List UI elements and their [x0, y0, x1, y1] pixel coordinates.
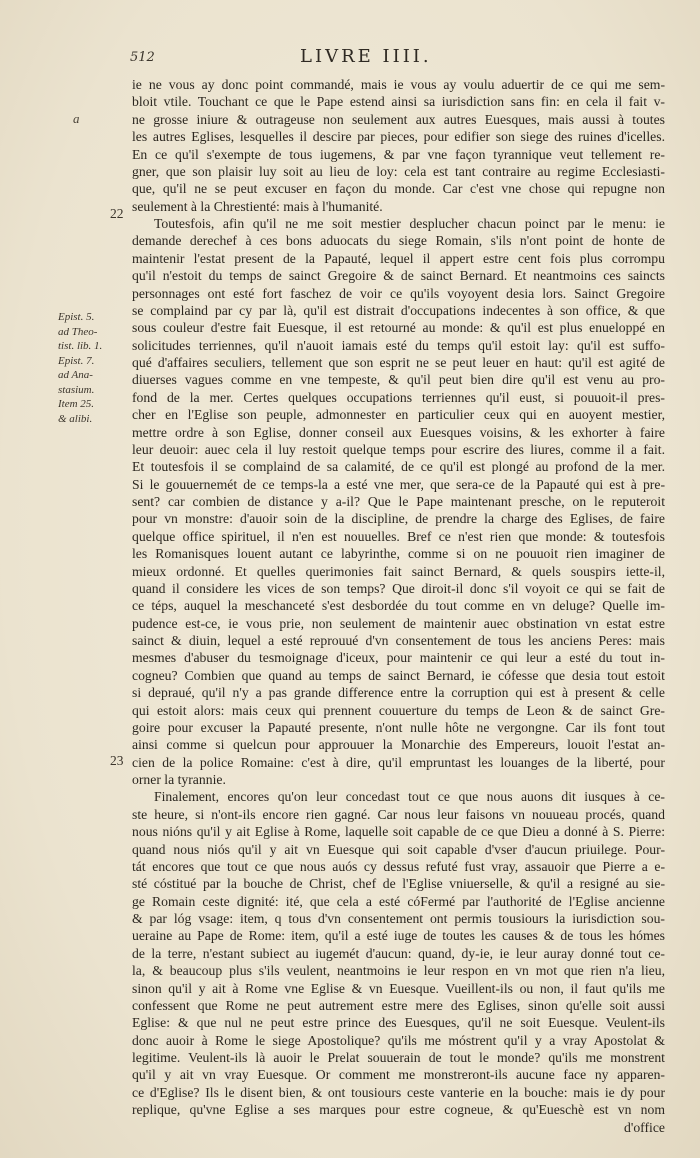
text-line: leur deuoir: auec cela il luy restoit quelque temps pour escrire des liures, comme il a fait. [132, 441, 665, 457]
text-line: seulement à la Chrestienté: mais à l'humanité. [132, 198, 383, 214]
text-line: la, & beaucoup plus s'ils veulent, neantmoins ie leur respon en vn mot que rien n'a lieu, [132, 963, 665, 979]
text-line: sté cóstitué par la bouche de Christ, chef de l'Eglise vniuerselle, & qu'il a resigné au sie- [132, 876, 665, 892]
text-line: ainsi comme si quelcun pour approuuer la Monarchie des Empereurs, louoit l'estat an- [132, 737, 665, 753]
margin-note-line: stasium. [58, 383, 95, 396]
text-line: pour vn monstre: d'auoir soin de la discipline, de prendre la charge des Eglises, de faire [132, 511, 665, 527]
text-line: Finalement, encores qu'on leur concedast tout ce que nous auons dit iusques à ce- [154, 789, 665, 805]
text-line: ce téps, auquel la meschanceté s'est desbordée du tout comme en vn deluge? Quelle im- [132, 598, 665, 614]
text-line: qué d'affaires seculiers, tellement que son esprit ne se peut leuer en haut: qu'il est agité de [132, 355, 665, 370]
text-line: Toutesfois, afin qu'il ne me soit mestier desplucher chacun poinct par le menu: ie [154, 216, 665, 231]
text-line: sous couleur d'estre fait Euesque, il est retourné au monde: & qu'il est plus enueloppé en [132, 320, 665, 336]
margin-note-line: Epist. 7. [58, 354, 95, 367]
text-line: tát encores que tout ce que nous auós cy dessus refuté fust vray, assauoir que Pierre a e- [132, 858, 665, 874]
text-line: gner, que son plaisir luy soit au lieu de loy: cela est tant contraire au regime Ecclesiasti- [132, 163, 665, 179]
margin-note-line: ad Theo- [58, 325, 98, 338]
text-line: quelque office spirituel, il n'en est nouuelles. Bref ce n'est rien que monde: & toutesfois [132, 528, 665, 544]
text-line: & par lóg vsage: item, q tous d'vn consentement ont permis tousiours la iurisdiction sou- [132, 911, 665, 926]
text-line: cien de la police Romaine: c'est à dire, qu'il empruntast les louanges de la liberté, pour [132, 754, 665, 770]
text-line: replique, qu'vne Eglise a ses marques pour estre cogneue, & qu'Eueschè est vn nom [132, 1102, 665, 1118]
text-line: quand il considere les vices de son temps? Que diroit-il donc s'il voyoit ce qui se fait de [132, 580, 665, 596]
body-text [132, 76, 665, 1136]
catchword: d'office [624, 1119, 665, 1135]
margin-note-line: & alibi. [58, 412, 93, 425]
text-line: cogneu? Combien que quand au temps de sainct Bernard, ie cófesse que desia tout estoit [132, 667, 665, 683]
text-line: fond de la mer. Certes quelques occupations terriennes qu'il eust, si pouuoit-il pres- [132, 389, 665, 405]
text-line: ste heure, si n'ont-ils encore rien gagné. Car nous leur faisons vn nouueau procés, quand [132, 806, 665, 822]
text-line: Si le gouuernemét de ce temps-la a esté vne mer, que sera-ce de la Papauté qui est à pre- [132, 476, 665, 492]
text-line: que, qu'il ne se peut excuser en façon du monde. Car c'est vne chose qui repugne non [132, 181, 665, 197]
text-line: confessent que Rome ne peut autrement estre mere des Eglises, sinon qu'elle soit aussi [132, 997, 665, 1013]
text-line: orner la tyrannie. [132, 772, 226, 787]
text-line: En ce qu'il s'exempte de tous iugemens, & par vne façon tyrannique veut tellement re- [132, 146, 665, 162]
margin-note-line: ad Ana- [58, 369, 93, 381]
text-line: mettre ordre à son Eglise, donner conseil aux Euesques voisins, & les exhorter à faire [132, 424, 665, 440]
text-line: ge Romain ceste dignité: ité, que cela a esté cóFermé par l'authorité de l'Eglise ancienne [132, 893, 665, 909]
text-line: qu'il y ait vn vray Euesque. Or comment me monstreront-ils aucune face ny apparen- [132, 1067, 665, 1083]
text-line: Eglise: & que nul ne peut estre prince des Euesques, qu'il ne soit Euesque. Veulent-ils [132, 1015, 665, 1031]
page-header [130, 46, 660, 70]
text-line: mesmes d'abuser du tesmoignage d'iceux, pour maintenir ce qui leur a esté du tout in- [132, 650, 665, 666]
text-line: si depraué, qu'il n'y a pas grande difference entre la corruption qui est à present & celle [132, 685, 665, 701]
text-line: ie ne vous ay donc point commandé, mais ie vous ay voulu aduertir de ce qui me sem- [132, 77, 665, 92]
text-line: pudence est-ce, ie vous prie, non seulement de maintenir auec obstination vn estat estre [132, 615, 665, 631]
text-line: Et toutesfois il se complaind de sa calamité, de ce qu'il est plongé au profond de la mer. [132, 459, 665, 475]
text-line: les Romanisques louent autant ce labyrinthe, comme si on ne pouuoit rien imaginer de [132, 546, 665, 562]
text-line: personnages ont esté fort faschez de voir ce qu'ils voyoyent desia lors. Sainct Gregoire [132, 285, 665, 301]
text-line: quand nous niós qu'il y ait vn Euesque qui soit capable d'vser d'aucun priuilege. Pour- [132, 841, 665, 857]
text-line: mieux ordonné. Et quelles querimonies fait sainct Bernard, & quels souspirs iette-il, [132, 563, 665, 579]
text-line: qu'il n'estoit du temps de sainct Gregoire & de sainct Bernard. Et neantmoins ces saincts [132, 268, 665, 284]
text-line: maintenir l'estat present de la Papauté, lequel il appert estre cent fois plus corrompu [132, 250, 665, 266]
margin-mark: a [73, 111, 80, 126]
text-line: ne grosse iniure & outrageuse non seulement aux autres Euesques, mais aussi à toutes [132, 111, 665, 127]
text-line: se complaind par cy par là, qu'il est distrait d'occupations indecentes à son office, & que [132, 302, 665, 318]
text-line: legitime. Veulent-ils là auoir le Prelat souuerain de tout le monde? qu'ils me monstrent [132, 1050, 665, 1065]
text-line: donc auoir à Rome le siege Apostolique? qu'ils me móstrent qu'il y a vray Apostolat & [132, 1032, 665, 1048]
text-line: ce d'Eglise? Ils le disent bien, & ont tousiours ceste vanterie en la bouche: mais ie dy pour [132, 1084, 665, 1100]
text-line: bloit vtile. Touchant ce que le Pape estend ainsi sa iurisdiction sans fin: en cela il fait v- [132, 94, 665, 110]
text-line: cher en l'Eglise son peuple, admonnester en particulier ceux qui en auoyent mestier, [132, 407, 665, 423]
text-line: sent? car combien de distance y a-il? Que le Pape maintenant presche, on le reputeroit [132, 494, 665, 509]
text-line: sinon qu'il y ait à Rome vne Eglise & vn Euesque. Vueillent-ils ou non, il faut qu'ils me [132, 980, 665, 996]
margin-note-line: Epist. 5. [58, 311, 95, 323]
text-line: diuerses vagues comme en vne tempeste, & qu'il peut bien dire qu'il est venu au pro- [132, 372, 665, 388]
text-line: nous nións qu'il y ait Eglise à Rome, laquelle soit capable de ce que Dieu a donné à S. Pierre: [132, 824, 665, 840]
text-line: ueraine au Pape de Rome: item, qu'il a esté iuge de toutes les causes & de tous les hómes [132, 928, 665, 944]
text-line: qui estoit alors: mais ceux qui prennent couuerture du temps de Leon & de sainct Gre- [132, 702, 665, 718]
text-line: sainct & diuin, lequel a esté reprouué d'vn consentement de tous les anciens Peres: mais [132, 633, 665, 648]
text-line: goire pour excuser la Papauté presente, n'ont nulle hôte ne vergongne. Car ils font tout [132, 719, 665, 735]
text-line: les autres Eglises, lesquelles il descire par pieces, pour edifier son siege des ruines d'icelles. [132, 129, 665, 145]
margin-citation [58, 310, 128, 426]
paragraph-number: 22 [110, 206, 124, 221]
running-head: LIVRE IIII. [300, 46, 432, 67]
paragraph-number: 23 [110, 753, 124, 768]
margin-note-line: tist. lib. 1. [58, 340, 103, 352]
text-line: solicitudes terriennes, qu'il n'auoit iamais esté du temps qu'il estoit lay: qu'il est suffo- [132, 337, 665, 353]
text-line: demande derechef à ces bons aduocats du siege Romain, s'ils n'ont point de honte de [132, 233, 665, 249]
page-number: 512 [130, 50, 155, 65]
margin-note-line: Item 25. [58, 398, 95, 410]
text-line: de la terre, n'estant subiect au iugemét d'aucun: quand, dy-ie, ie leur auray donné tout ce- [132, 945, 665, 961]
